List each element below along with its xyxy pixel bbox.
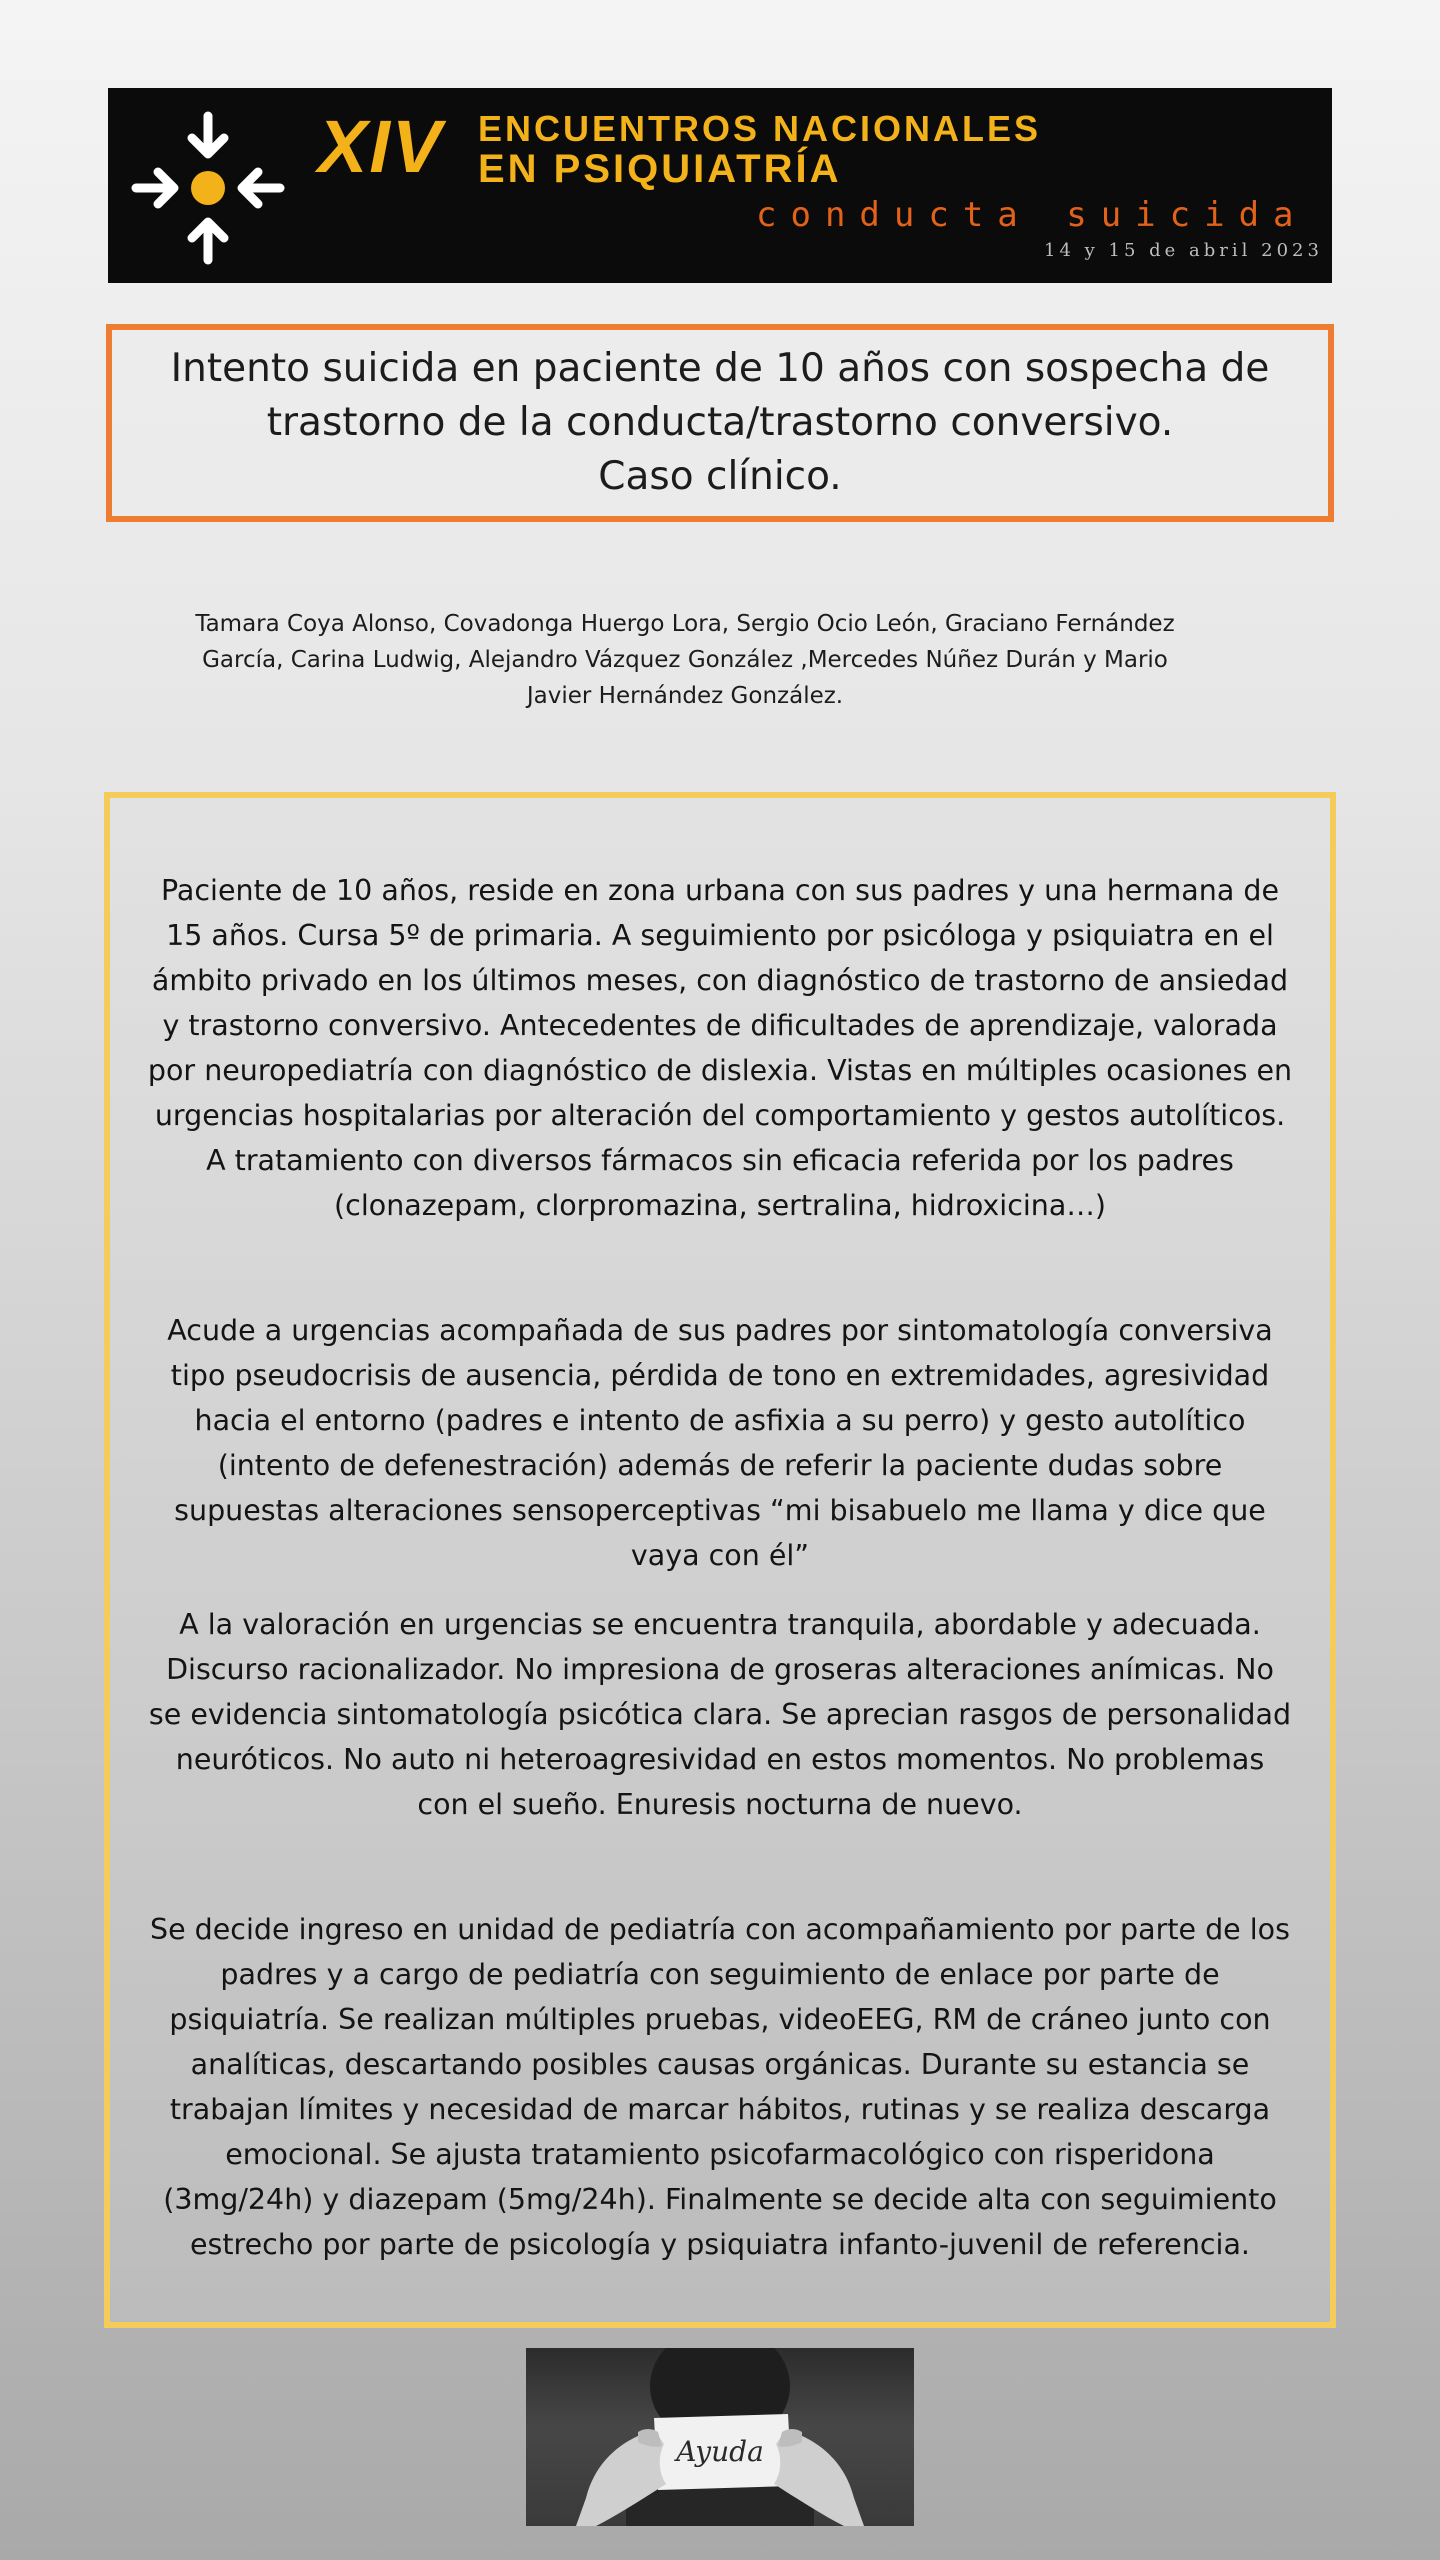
text-line: hacia el entorno (padres e intento de asfixia a su perro) y gesto autolítico (194, 1404, 1246, 1437)
event-date: 14 y 15 de abril 2023 (1044, 240, 1323, 261)
text-line: Discurso racionalizador. No impresiona de groseras alteraciones anímicas. No (166, 1653, 1274, 1686)
text-line: (3mg/24h) y diazepam (5mg/24h). Finalmente se decide alta con seguimiento (163, 2183, 1277, 2216)
authors-line: García, Carina Ludwig, Alejandro Vázquez González ,Mercedes Núñez Durán y Mario (202, 647, 1168, 673)
converging-arrows-icon (128, 108, 288, 268)
text-line: Acude a urgencias acompañada de sus padres por sintomatología conversiva (167, 1314, 1273, 1347)
authors-line: Tamara Coya Alonso, Covadonga Huergo Lora, Sergio Ocio León, Graciano Fernández (195, 611, 1175, 637)
paragraph-history (124, 868, 1316, 1228)
title-line: Caso clínico. (598, 454, 842, 499)
title-line: Intento suicida en paciente de 10 años con sospecha de (170, 346, 1270, 391)
text-line: A tratamiento con diversos fármacos sin eficacia referida por los padres (206, 1144, 1234, 1177)
text-line: analíticas, descartando posibles causas orgánicas. Durante su estancia se (190, 2048, 1250, 2081)
text-line: trabajan límites y necesidad de marcar hábitos, rutinas y se realiza descarga (169, 2093, 1271, 2126)
text-line: urgencias hospitalarias por alteración del comportamiento y gestos autolíticos. (154, 1099, 1286, 1132)
text-line: A la valoración en urgencias se encuentra tranquila, abordable y adecuada. (179, 1608, 1261, 1641)
title-box (106, 324, 1334, 522)
title-line: trastorno de la conducta/trastorno conversivo. (266, 400, 1174, 445)
text-line: emocional. Se ajusta tratamiento psicofarmacológico con risperidona (225, 2138, 1215, 2171)
text-line: psiquiatría. Se realizan múltiples pruebas, videoEEG, RM de cráneo junto con (169, 2003, 1271, 2036)
event-theme: conducta suicida (756, 195, 1308, 235)
paragraph-emergency-visit (124, 1308, 1316, 1578)
text-line: 15 años. Cursa 5º de primaria. A seguimiento por psicóloga y psiquiatra en el (166, 919, 1274, 952)
text-line: vaya con él” (630, 1539, 810, 1572)
help-note-text: Ayuda (676, 2435, 764, 2468)
text-line: supuestas alteraciones sensoperceptivas “mi bisabuelo me llama y dice que (174, 1494, 1266, 1527)
text-line: Paciente de 10 años, reside en zona urbana con sus padres y una hermana de (161, 874, 1279, 907)
text-line: neuróticos. No auto ni heteroagresividad en estos momentos. No problemas (175, 1743, 1265, 1776)
text-line: estrecho por parte de psicología y psiquiatra infanto-juvenil de referencia. (189, 2228, 1250, 2261)
case-description-box (104, 792, 1336, 2328)
text-line: y trastorno conversivo. Antecedentes de dificultades de aprendizaje, valorada (162, 1009, 1278, 1042)
text-line: Se decide ingreso en unidad de pediatría con acompañamiento por parte de los (150, 1913, 1290, 1946)
text-line: con el sueño. Enuresis nocturna de nuevo. (417, 1788, 1023, 1821)
authors-line: Javier Hernández González. (526, 683, 844, 709)
paragraph-assessment (124, 1602, 1316, 1827)
text-line: ámbito privado en los últimos meses, con diagnóstico de trastorno de ansiedad (151, 964, 1289, 997)
edition-numeral: XIV (318, 105, 444, 188)
text-line: (clonazepam, clorpromazina, sertralina, hidroxicina…) (334, 1189, 1106, 1222)
text-line: (intento de defenestración) además de referir la paciente dudas sobre (217, 1449, 1223, 1482)
text-line: por neuropediatría con diagnóstico de dislexia. Vistas en múltiples ocasiones en (147, 1054, 1293, 1087)
text-line: se evidencia sintomatología psicótica clara. Se aprecian rasgos de personalidad (148, 1698, 1292, 1731)
help-note-photo (526, 2348, 914, 2526)
paragraph-admission (124, 1907, 1316, 2267)
text-line: tipo pseudocrisis de ausencia, pérdida de tono en extremidades, agresividad (170, 1359, 1270, 1392)
page-title (130, 342, 1310, 504)
event-banner (108, 88, 1332, 283)
authors (120, 606, 1250, 714)
event-name-line1: ENCUENTROS NACIONALES (478, 108, 1042, 149)
text-line: padres y a cargo de pediatría con seguimiento de enlace por parte de (220, 1958, 1220, 1991)
event-name-line2: EN PSIQUIATRÍA (478, 147, 842, 191)
